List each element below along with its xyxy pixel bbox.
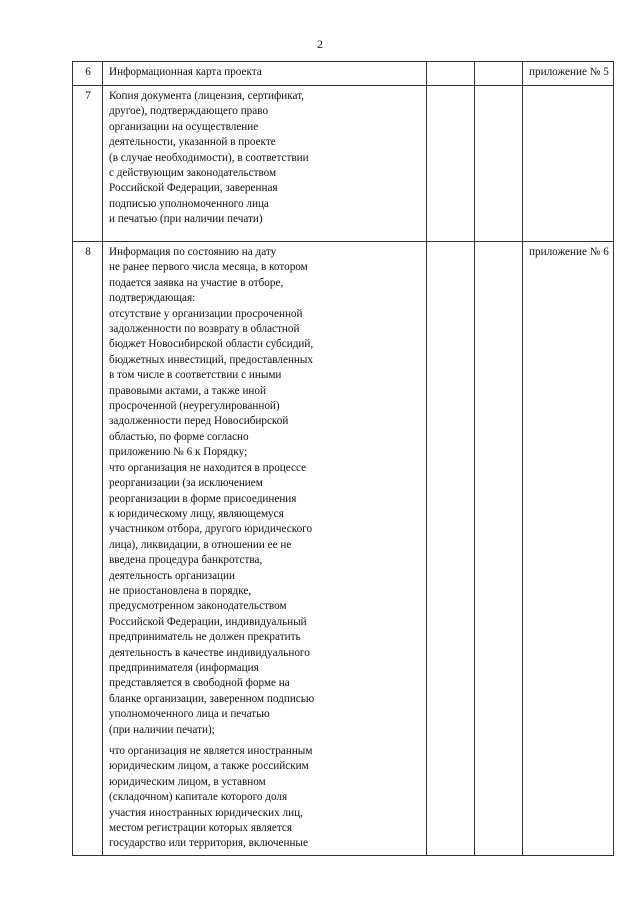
text-line: Информация по состоянию на дату [109,246,277,258]
text-line: подтверждающая: [109,292,196,305]
text-line: представляется в свободной форме на [109,677,290,690]
text-line: не ранее первого числа месяца, в котором [109,261,308,274]
text-line: областью, по форме согласно [109,430,249,443]
table-row [73,86,614,242]
text-line: бюджетных инвестиций, предоставленных [109,353,314,366]
text-line: что организация не является иностранным [109,745,313,757]
text-line: бюджет Новосибирской области субсидий, [109,338,314,351]
text-line: предусмотренном законодательством [109,600,287,613]
row-number: 6 [73,62,103,86]
text-line: деятельность организации [109,569,236,582]
text-line: задолженности по возврату в областной [109,323,300,336]
text-line: участия иностранных юридических лиц, [109,806,303,819]
text-line: просроченной (неурегулированной) [109,400,280,413]
empty-cell [427,86,475,242]
text-line: деятельности, указанной в проекте [109,136,276,149]
empty-cell [427,242,475,856]
text-line: реорганизации в форме присоединения [109,492,297,505]
text-line: в том числе в соответствии с иными [109,369,282,382]
text-line: Российской Федерации, заверенная [109,182,278,195]
text-line: (при наличии печати); [109,723,215,736]
empty-cell [475,242,523,856]
text-line: и печатью (при наличии печати) [109,213,263,226]
text-line: приложению № 6 к Порядку; [109,446,248,459]
table-row [73,62,614,86]
appendix-reference [523,86,614,242]
text-line: деятельность в качестве индивидуального [109,646,310,659]
row-number: 8 [73,242,103,856]
empty-cell [475,62,523,86]
text-line: подается заявка на участие в отборе, [109,276,284,289]
text-line: правовыми актами, а также иной [109,384,267,397]
documents-table [72,61,614,856]
text-line: юридическим лицом, а также российским [109,760,309,773]
appendix-reference: приложение № 5 [523,62,614,86]
text-line: (складочном) капитале которого доля [109,791,288,804]
document-description [103,62,427,86]
text-line: уполномоченного лица и печатью [109,708,270,721]
text-line: отсутствие у организации просроченной [109,307,303,320]
document-description [103,86,427,242]
text-line: реорганизации (за исключением [109,477,263,490]
table-row [73,242,614,856]
text-line: государство или территория, включенные [109,837,308,850]
text-line: с действующим законодательством [109,167,277,180]
text-line: задолженности перед Новосибирской [109,415,289,428]
text-line: введена процедура банкротства, [109,554,263,567]
appendix-reference: приложение № 6 [523,242,614,856]
text-line: другое), подтверждающего право [109,105,269,118]
text-line: Информационная карта проекта [109,66,262,78]
text-line: Российской Федерации, индивидуальный [109,615,307,628]
row-number: 7 [73,86,103,242]
text-line: участником отбора, другого юридического [109,523,313,536]
text-line: подписью уполномоченного лица [109,197,269,210]
empty-cell [475,86,523,242]
text-line: что организация не находится в процессе [109,461,307,474]
text-line: юридическим лицом, в уставном [109,775,266,788]
text-line: (в случае необходимости), в соответствии [109,151,309,164]
text-line: предпринимателя (информация [109,661,259,674]
empty-cell [427,62,475,86]
text-line: Копия документа (лицензия, сертификат, [109,90,305,102]
page-number: 2 [317,37,323,51]
document-description [103,242,427,856]
text-line: организации на осуществление [109,120,259,133]
text-line: предприниматель не должен прекратить [109,631,301,644]
text-line: местом регистрации которых является [109,822,292,835]
text-line: лица), ликвидации, в отношении ее не [109,538,292,551]
text-line: бланке организации, заверенном подписью [109,692,315,705]
text-line: к юридическому лицу, являющемуся [109,507,284,520]
text-line: не приостановлена в порядке, [109,584,252,597]
